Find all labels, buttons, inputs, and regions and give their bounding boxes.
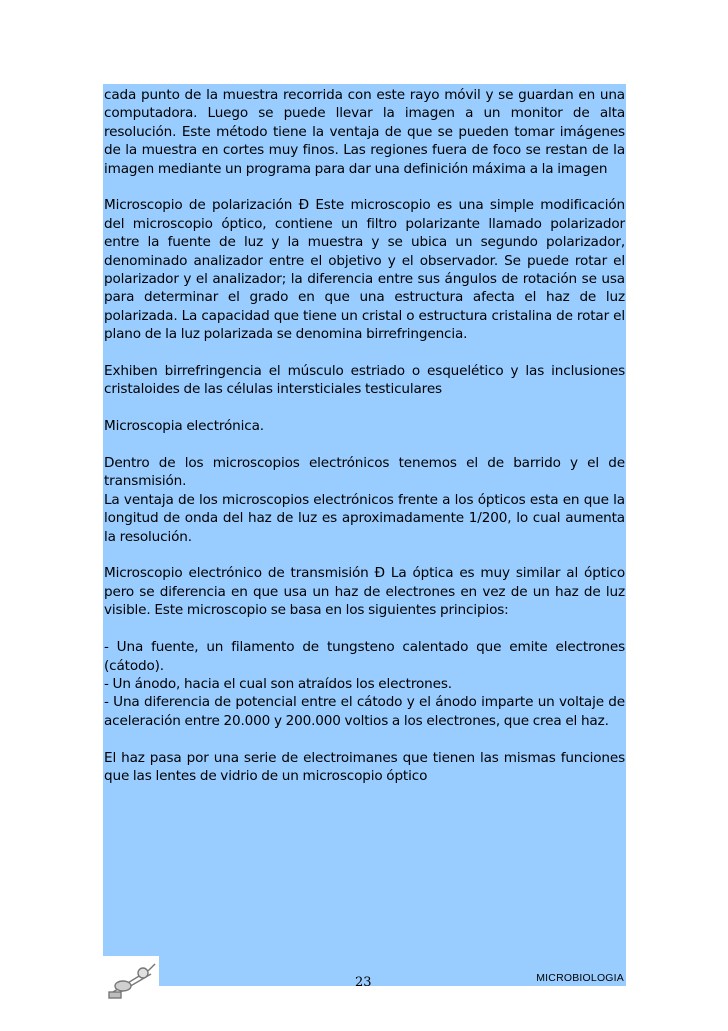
- paragraph-electron-microscope-types: [104, 454, 625, 546]
- microscope-icon: [103, 956, 159, 1002]
- list-item-anode: - Un ánodo, hacia el cual son atraídos los electrones.: [104, 675, 452, 692]
- list-principles: [104, 638, 625, 730]
- paragraph-transmission-microscope: Microscopio electrónico de transmisión Ð La óptica es muy similar al óptico pero se diferencia en que usa un haz de electrones en vez de un haz de luz visible. Este microscopio se basa en los siguientes principios:: [104, 565, 625, 619]
- footer-subject-label: MICROBIOLOGIA: [536, 972, 624, 984]
- paragraph-polarization-microscope: Microscopio de polarización Ð Este microscopio es una simple modificación del microscopio óptico, contiene un filtro polarizante llamado polarizador entre la fuente de luz y la muestra y se ubica un segundo polarizador, denominado analizador entre el objetivo y el observador. Se puede rotar el polarizador y el analizador; la diferencia entre sus ángulos de rotación se usa para determinar el grado en que una estructura afecta el haz de luz polarizada. La capacidad que tiene un cristal o estructura cristalina de rotar el plano de la luz polarizada se denomina birrefringencia.: [104, 197, 625, 343]
- document-body: [103, 84, 626, 785]
- page-footer: [103, 958, 626, 990]
- list-item-potential: - Una diferencia de potencial entre el cátodo y el ánodo imparte un voltaje de aceleración entre 20.000 y 200.000 voltios a los electrones, que crea el haz.: [104, 694, 625, 729]
- page-number: 23: [355, 975, 372, 990]
- list-item-source: - Una fuente, un filamento de tungsteno calentado que emite electrones (cátodo).: [104, 639, 625, 674]
- paragraph-birefringence-examples: Exhiben birrefringencia el músculo estriado o esquelético y las inclusiones cristaloides de las células intersticiales testiculares: [104, 363, 625, 398]
- paragraph-confocal-end: cada punto de la muestra recorrida con este rayo móvil y se guardan en una computadora. Luego se puede llevar la imagen a un monitor de alta resolución. Este método tiene la ventaja de que se pueden tomar imágenes de la muestra en cortes muy finos. Las regiones fuera de foco se restan de la imagen mediante un programa para dar una definición máxima a la imagen: [104, 87, 625, 177]
- section-heading-electron-microscopy: Microscopia electrónica.: [104, 418, 264, 435]
- page-content-panel: [103, 84, 626, 958]
- line-electron-types: Dentro de los microscopios electrónicos tenemos el de barrido y el de transmisión.: [104, 455, 625, 490]
- paragraph-electromagnets: El haz pasa por una serie de electroimanes que tienen las mismas funciones que las lentes de vidrio de un microscopio óptico: [104, 749, 625, 784]
- line-electron-advantage: La ventaja de los microscopios electrónicos frente a los ópticos esta en que la longitud de onda del haz de luz es aproximadamente 1/200, lo cual aumenta la resolución.: [104, 491, 625, 545]
